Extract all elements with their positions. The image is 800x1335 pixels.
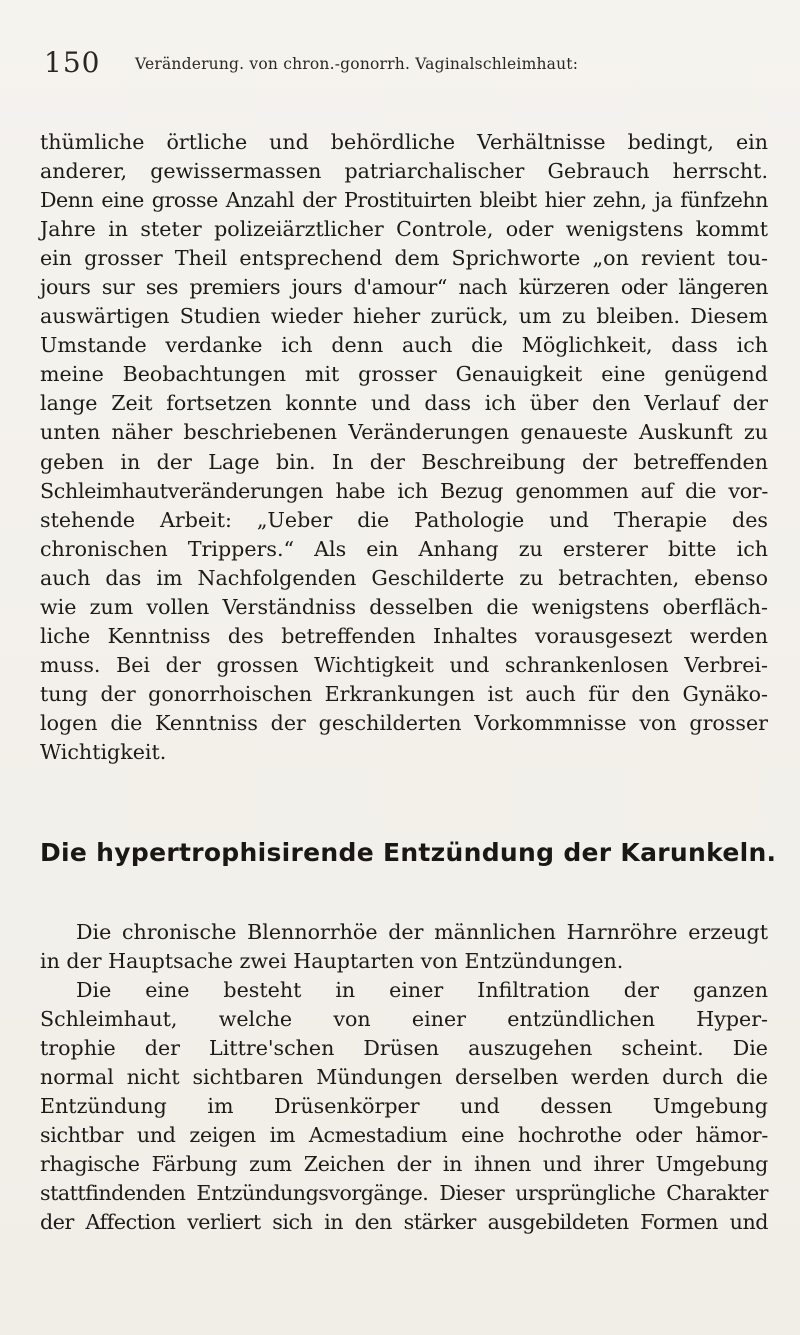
section-heading: Die hypertrophisirende Entzündung der Karunkeln.	[40, 838, 777, 867]
text-line: auswärtigen Studien wieder hieher zurück, um zu bleiben. Diesem	[40, 304, 768, 329]
text-line: sichtbar und zeigen im Acmestadium eine hochrothe oder hämor-	[40, 1123, 768, 1148]
text-line: liche Kenntniss des betreffenden Inhaltes vorausgesezt werden	[40, 623, 768, 648]
page-header	[40, 46, 760, 86]
text-line: geben in der Lage bin. In der Beschreibung der betreffenden	[40, 449, 768, 474]
text-line: stehende Arbeit: „Ueber die Pathologie und Therapie des	[40, 507, 768, 532]
text-line: Schleimhautveränderungen habe ich Bezug genommen auf die vor-	[40, 478, 768, 503]
text-line: lange Zeit fortsetzen konnte und dass ich über den Verlauf der	[40, 391, 768, 416]
text-line: Umstande verdanke ich denn auch die Möglichkeit, dass ich	[40, 333, 768, 358]
text-line: Die chronische Blennorrhöe der männlichen Harnröhre erzeugt	[76, 920, 768, 944]
paragraph-2	[40, 918, 768, 1238]
text-line: ein grosser Theil entsprechend dem Sprichworte „on revient tou-	[40, 246, 768, 271]
text-line: muss. Bei der grossen Wichtigkeit und schrankenlosen Verbrei-	[40, 652, 768, 677]
text-line: wie zum vollen Verständniss desselben die wenigstens oberfläch-	[40, 594, 768, 619]
text-line: Wichtigkeit.	[40, 739, 167, 764]
text-line: Jahre in steter polizeiärztlicher Controle, oder wenigstens kommt	[40, 217, 768, 242]
text-line: logen die Kenntniss der geschilderten Vorkommnisse von grosser	[40, 710, 768, 735]
text-line: rhagische Färbung zum Zeichen der in ihnen und ihrer Umgebung	[40, 1152, 768, 1177]
page-number: 150	[44, 46, 101, 79]
text-line: auch das im Nachfolgenden Geschilderte zu betrachten, ebenso	[40, 565, 768, 590]
text-line: tung der gonorrhoischen Erkrankungen ist auch für den Gynäko-	[40, 681, 768, 706]
text-line: thümliche örtliche und behördliche Verhältnisse bedingt, ein	[40, 130, 768, 154]
text-line: der Affection verliert sich in den stärker ausgebildeten Formen und	[40, 1210, 768, 1235]
text-line: meine Beobachtungen mit grosser Genauigkeit eine genügend	[40, 362, 768, 387]
text-line: in der Hauptsache zwei Hauptarten von Entzündungen.	[40, 949, 624, 974]
paragraph-1	[40, 128, 768, 767]
text-line: chronischen Trippers.“ Als ein Anhang zu ersterer bitte ich	[40, 536, 768, 561]
text-line: Entzündung im Drüsenkörper und dessen Umgebung	[40, 1094, 768, 1119]
text-line: unten näher beschriebenen Veränderungen genaueste Auskunft zu	[40, 420, 768, 445]
text-line: jours sur ses premiers jours d'amour“ nach kürzeren oder längeren	[40, 275, 768, 300]
text-line: anderer, gewissermassen patriarchalischer Gebrauch herrscht.	[40, 159, 768, 184]
text-line: Denn eine grosse Anzahl der Prostituirten bleibt hier zehn, ja fünfzehn	[40, 188, 768, 213]
text-line: stattfindenden Entzündungsvorgänge. Dieser ursprüngliche Charakter	[40, 1181, 768, 1206]
text-line: Schleimhaut, welche von einer entzündlichen Hyper-	[40, 1007, 768, 1032]
text-line: Die eine besteht in einer Infiltration der ganzen	[76, 978, 768, 1003]
running-head: Veränderung. von chron.-gonorrh. Vaginalschleimhaut:	[135, 55, 579, 73]
text-line: normal nicht sichtbaren Mündungen derselben werden durch die	[40, 1065, 768, 1090]
text-line: trophie der Littre'schen Drüsen auszugehen scheint. Die	[40, 1036, 768, 1061]
